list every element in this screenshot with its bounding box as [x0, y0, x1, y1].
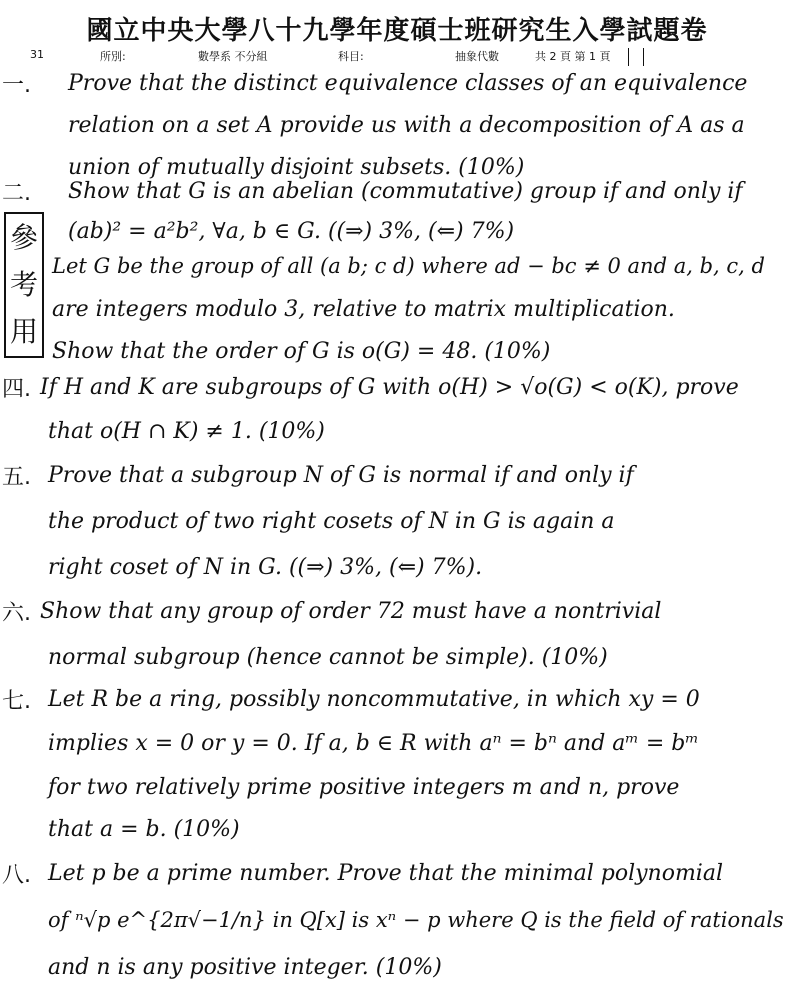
- subject-value: 抽象代數: [455, 50, 499, 63]
- problem-number: 五.: [2, 465, 31, 490]
- problem-line: If H and K are subgroups of G with o(H) > √o(G) < o(K), prove: [40, 375, 739, 400]
- problem-line: Prove that a subgroup N of G is normal if and only if: [48, 463, 634, 488]
- problem-line: of ⁿ√p e^{2π√−1/n} in Q[x] is xⁿ − p where Q is the field of rationals: [48, 908, 784, 932]
- stamp-char: 參: [9, 220, 38, 254]
- page-number-box: [628, 48, 644, 66]
- subject-label: 科目:: [338, 50, 364, 63]
- stamp-char: 考: [9, 267, 38, 301]
- reference-use-stamp: [4, 212, 44, 358]
- problem-line: Let p be a prime number. Prove that the minimal polynomial: [48, 861, 723, 886]
- problem-line: are integers modulo 3, relative to matrix multiplication.: [52, 297, 675, 322]
- problem-line: for two relatively prime positive integers m and n, prove: [48, 775, 680, 800]
- problem-line: right coset of N in G. ((⇒) 3%, (⇐) 7%).: [48, 555, 483, 580]
- problem-line: the product of two right cosets of N in G is again a: [48, 509, 615, 534]
- dept-label: 所別:: [100, 50, 126, 63]
- problem-line: union of mutually disjoint subsets. (10%): [68, 155, 525, 180]
- dept-value: 數學系 不分組: [198, 50, 268, 63]
- problem-number: 一.: [2, 73, 31, 98]
- problem-line: that o(H ∩ K) ≠ 1. (10%): [48, 419, 325, 444]
- problem-line: Prove that the distinct equivalence classes of an equivalence: [68, 71, 748, 96]
- problem-line: and n is any positive integer. (10%): [48, 955, 442, 980]
- problem-line: Let R be a ring, possibly noncommutative, in which xy = 0: [48, 687, 700, 712]
- page-info: 共 2 頁 第 1 頁: [535, 50, 611, 63]
- problem-number: 二.: [2, 181, 31, 206]
- problem-line: Show that the order of G is o(G) = 48. (10%): [52, 339, 551, 364]
- problem-number: 七.: [2, 689, 31, 714]
- problem-number: 四.: [2, 377, 31, 402]
- problem-line: implies x = 0 or y = 0. If a, b ∈ R with aⁿ = bⁿ and aᵐ = bᵐ: [48, 731, 699, 756]
- problem-line: Let G be the group of all (a b; c d) where ad − bc ≠ 0 and a, b, c, d: [52, 254, 765, 278]
- problem-number: 八.: [2, 863, 31, 888]
- problem-number: 六.: [2, 601, 31, 626]
- problem-line: that a = b. (10%): [48, 817, 240, 842]
- problem-line: Show that any group of order 72 must have a nontrivial: [40, 599, 662, 624]
- problem-line: relation on a set A provide us with a decomposition of A as a: [68, 113, 745, 138]
- exam-code: 31: [30, 48, 44, 61]
- problem-line: (ab)² = a²b², ∀a, b ∈ G. ((⇒) 3%, (⇐) 7%): [68, 219, 515, 244]
- problem-line: Show that G is an abelian (commutative) group if and only if: [68, 179, 743, 204]
- exam-meta-row: [30, 48, 750, 66]
- stamp-char: 用: [9, 315, 38, 349]
- problem-line: normal subgroup (hence cannot be simple). (10%): [48, 645, 608, 670]
- exam-title: 國立中央大學八十九學年度碩士班研究生入學試題卷: [86, 16, 708, 46]
